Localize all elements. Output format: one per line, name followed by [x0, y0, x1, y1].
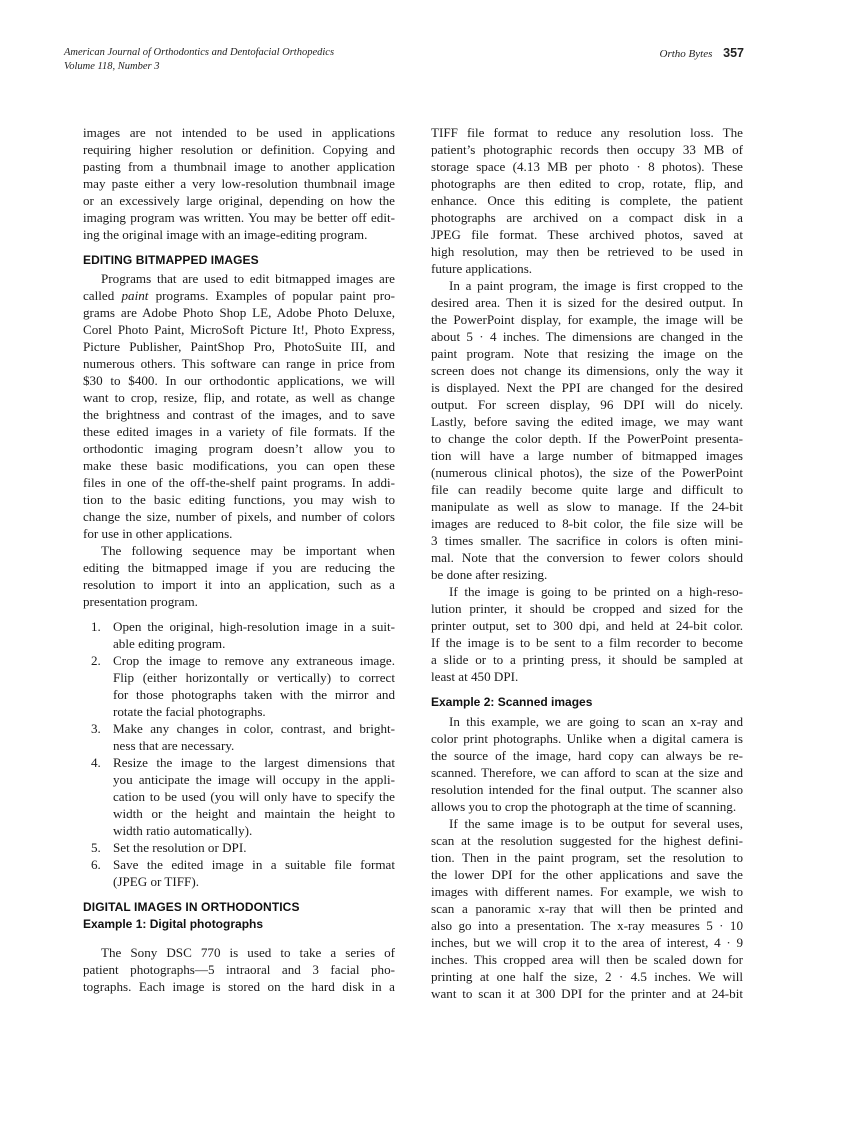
text-line: inches, but we will crop it to the area of interest, 4 · 9: [431, 935, 743, 950]
paragraph-multiple-uses: [431, 815, 743, 1002]
text-line: allows you to crop the photograph at the time of scanning.: [431, 799, 737, 814]
text-line: [83, 287, 395, 304]
paragraph-scanning: [431, 713, 743, 815]
list-item: [83, 618, 395, 652]
text-line: Resize the image to the largest dimensions that: [113, 755, 395, 770]
text-line: mal. Note that the conversion to fewer colors should: [431, 550, 743, 565]
text-line: tion will have a large number of bitmapped images: [431, 448, 743, 463]
text-line: numerous others. This software can range in price from: [83, 356, 395, 371]
text-line: photographs are then edited to crop, rotate, flip, and: [431, 176, 743, 191]
text-line: the source of the image, hard copy can always be re-: [431, 748, 743, 763]
section-heading-editing: EDITING BITMAPPED IMAGES: [83, 253, 259, 267]
numbered-steps-list: [83, 618, 395, 890]
text-line: In a paint program, the image is first cropped to the: [449, 278, 743, 293]
text-line: paint program. Note that resizing the image on the: [431, 346, 743, 361]
text-line: inches. This cropped area will then be scaled down for: [431, 952, 743, 967]
text-line: may paste either a very low-resolution thumbnail image: [83, 176, 395, 191]
text-line: ing the original image with an image-editing program.: [83, 227, 368, 242]
text-line: pasting from a thumbnail image to another application: [83, 159, 395, 174]
text-line: the PowerPoint display, for example, the image will be: [431, 312, 743, 327]
text-line: If the image is to be sent to a film recorder to become: [431, 635, 743, 650]
list-number: 1.: [91, 619, 101, 634]
text-line: patient’s photographic records then occupy 33 MB of: [431, 142, 743, 157]
running-header-left: [64, 46, 334, 74]
subheading-example-2: Example 2: Scanned images: [431, 695, 593, 709]
text-line: enhance. Once this editing is complete, the patient: [431, 193, 743, 208]
text-line: imaging program was written. You may be better off edit-: [83, 210, 395, 225]
text-line: Save the edited image in a suitable file format: [113, 857, 395, 872]
text-line: future applications.: [431, 261, 533, 276]
text-line: If the image is going to be printed on a high-reso-: [449, 584, 743, 599]
text-line: TIFF file format to reduce any resolution loss. The: [431, 125, 743, 140]
text-line: images with different names. For example, we wish to: [431, 884, 743, 899]
text-line: a slide or to a printing press, it should be sampled at: [431, 652, 743, 667]
text-line: for use in other applications.: [83, 526, 233, 541]
text-line: you anticipate the image will occupy in the appli-: [113, 772, 395, 787]
text-line: able editing program.: [113, 636, 226, 651]
list-number: 2.: [91, 653, 101, 668]
text-line: resolution to import it into an application, such as a: [83, 577, 395, 592]
running-header-right: [660, 46, 744, 61]
text-line: Picture Publisher, PaintShop Pro, PhotoSuite III, and: [83, 339, 395, 354]
text-line: Make any changes in color, contrast, and bright-: [113, 721, 395, 736]
text-line: width ratio automatically).: [113, 823, 253, 838]
text-fragment: programs. Examples of popular paint pro-: [148, 288, 395, 303]
text-line: Open the original, high-resolution image in a suit-: [113, 619, 395, 634]
text-line: Flip (either horizontally or vertically) to correct: [113, 670, 395, 685]
text-line: files in one of the off-the-shelf paint programs. In addi-: [83, 475, 395, 490]
text-line: tographs. Each image is stored on the hard disk in a: [83, 979, 395, 994]
text-line: printing at one half the size, 2 · 4.5 inches. We will: [431, 969, 743, 984]
text-line: high resolution, may then be retrieved to be used in: [431, 244, 743, 259]
paragraph-paint-program-workflow: [431, 277, 743, 583]
text-line: images are not intended to be used in applications: [83, 125, 395, 140]
text-line: change the size, number of pixels, and number of colors: [83, 509, 395, 524]
subheading-example-1: Example 1: Digital photographs: [83, 917, 264, 931]
text-line: editing the bitmapped image if you are reducing the: [83, 560, 395, 575]
list-item: [83, 652, 395, 720]
text-line: the brightness and contrast of the images, and to save: [83, 407, 395, 422]
text-line: photographs are archived on a compact disk in a: [431, 210, 743, 225]
text-line: Corel Photo Paint, MicroSoft Picture It!, Photo Express,: [83, 322, 395, 337]
text-line: (JPEG or TIFF).: [113, 874, 199, 889]
text-line: 3 times smaller. The sacrifice in colors is often mini-: [431, 533, 743, 548]
text-line: The following sequence may be important when: [101, 543, 395, 558]
text-line: requiring higher resolution or definition. Copying and: [83, 142, 395, 157]
page-number: 357: [723, 46, 744, 60]
text-line: JPEG file format. These archived photos, saved at: [431, 227, 743, 242]
text-line: images are reduced to 8-bit color, the file size will be: [431, 516, 743, 531]
section-name: Ortho Bytes: [659, 48, 713, 60]
text-line: The Sony DSC 770 is used to take a series of: [101, 945, 395, 960]
text-line: Programs that are used to edit bitmapped images are: [101, 271, 395, 286]
text-line: orthodontic imaging program doesn’t allow you to: [83, 441, 395, 456]
text-line: about 5 · 4 inches. The dimensions are changed in the: [431, 329, 743, 344]
text-line: or an excessively large original, depending on how the: [83, 193, 395, 208]
text-line: also go into a presentation. The x-ray measures 5 · 10: [431, 918, 743, 933]
text-line: scan at the resolution suggested for the highest defini-: [431, 833, 743, 848]
text-line: least at 450 DPI.: [431, 669, 519, 684]
text-line: for those photographs taken with the mirror and: [113, 687, 395, 702]
list-item: [83, 754, 395, 839]
text-line: Lastly, before saving the edited image, we may want: [431, 414, 743, 429]
text-line: be done after resizing.: [431, 567, 548, 582]
text-line: lution printer, it should be cropped and sized for the: [431, 601, 743, 616]
text-line: is displayed. Next the PPI are changed for the desired: [431, 380, 743, 395]
list-item: [83, 839, 395, 856]
text-line: rotate the facial photographs.: [113, 704, 266, 719]
text-line: make these basic modifications, you can open these: [83, 458, 395, 473]
paragraph-sony-camera: [83, 944, 395, 995]
section-heading-digital-images: DIGITAL IMAGES IN ORTHODONTICS: [83, 900, 300, 914]
intro-paragraph: [83, 124, 395, 243]
text-line: grams are Adobe Photo Shop LE, Adobe Photo Deluxe,: [83, 305, 395, 320]
text-line: Crop the image to remove any extraneous image.: [113, 653, 395, 668]
text-line: want to crop, resize, flip, and rotate, as well as change: [83, 390, 395, 405]
text-line: tion. Then in the paint program, set the resolution to: [431, 850, 743, 865]
text-line: manipulate as well as slow to manage. If the 24-bit: [431, 499, 743, 514]
italic-term: paint: [121, 288, 149, 303]
left-column: [83, 124, 395, 995]
text-line: cation to be used (you will only have to specify the: [113, 789, 395, 804]
text-line: In this example, we are going to scan an x-ray and: [449, 714, 743, 729]
paragraph-sequence-intro: [83, 542, 395, 610]
list-number: 4.: [91, 755, 101, 770]
text-line: printer output, set to 300 dpi, and held at 24-bit color.: [431, 618, 743, 633]
text-line: to change the color depth. If the PowerPoint presenta-: [431, 431, 743, 446]
list-item: [83, 856, 395, 890]
paragraph-paint-programs: [83, 270, 395, 542]
text-line: the lower DPI for the other applications and save the: [431, 867, 743, 882]
text-line: Set the resolution or DPI.: [113, 840, 247, 855]
text-line: these edited images in a variety of file formats. If the: [83, 424, 395, 439]
text-fragment: called: [83, 288, 122, 303]
paragraph-printing-resolution: [431, 583, 743, 685]
list-number: 5.: [91, 840, 101, 855]
paragraph-tiff-storage: [431, 124, 743, 277]
text-line: ness that are necessary.: [113, 738, 235, 753]
text-line: color print photographs. Unlike when a digital camera is: [431, 731, 743, 746]
text-line: If the same image is to be output for several uses,: [449, 816, 743, 831]
text-line: width or the height and maintain the height to: [113, 806, 395, 821]
text-line: scan a panoramic x-ray that will then be printed and: [431, 901, 743, 916]
text-line: desired area. Then it is sized for the desired output. In: [431, 295, 743, 310]
text-line: $30 to $400. In our orthodontic applications, we will: [83, 373, 395, 388]
text-line: presentation program.: [83, 594, 198, 609]
text-line: resolution intended for the final output. The scanner also: [431, 782, 743, 797]
text-line: screen does not change its dimensions, only the way it: [431, 363, 743, 378]
text-line: patient photographs—5 intraoral and 3 facial pho-: [83, 962, 395, 977]
text-line: scanned. Therefore, we can afford to scan at the size and: [431, 765, 743, 780]
text-line: file can readily become quite large and difficult to: [431, 482, 743, 497]
text-line: want to scan it at 300 DPI for the printer and at 24-bit: [431, 986, 743, 1001]
list-item: [83, 720, 395, 754]
list-number: 3.: [91, 721, 101, 736]
list-number: 6.: [91, 857, 101, 872]
text-line: storage space (4.13 MB per photo · 8 photos). These: [431, 159, 743, 174]
journal-volume: Volume 118, Number 3: [64, 61, 160, 72]
text-line: output. For screen display, 96 DPI will do nicely.: [431, 397, 743, 412]
journal-title: American Journal of Orthodontics and Dentofacial Orthopedics: [64, 47, 335, 58]
text-line: (numerous clinical photos), the size of the PowerPoint: [431, 465, 743, 480]
right-column: [431, 124, 743, 1002]
text-line: tion to the basic editing functions, you may wish to: [83, 492, 395, 507]
